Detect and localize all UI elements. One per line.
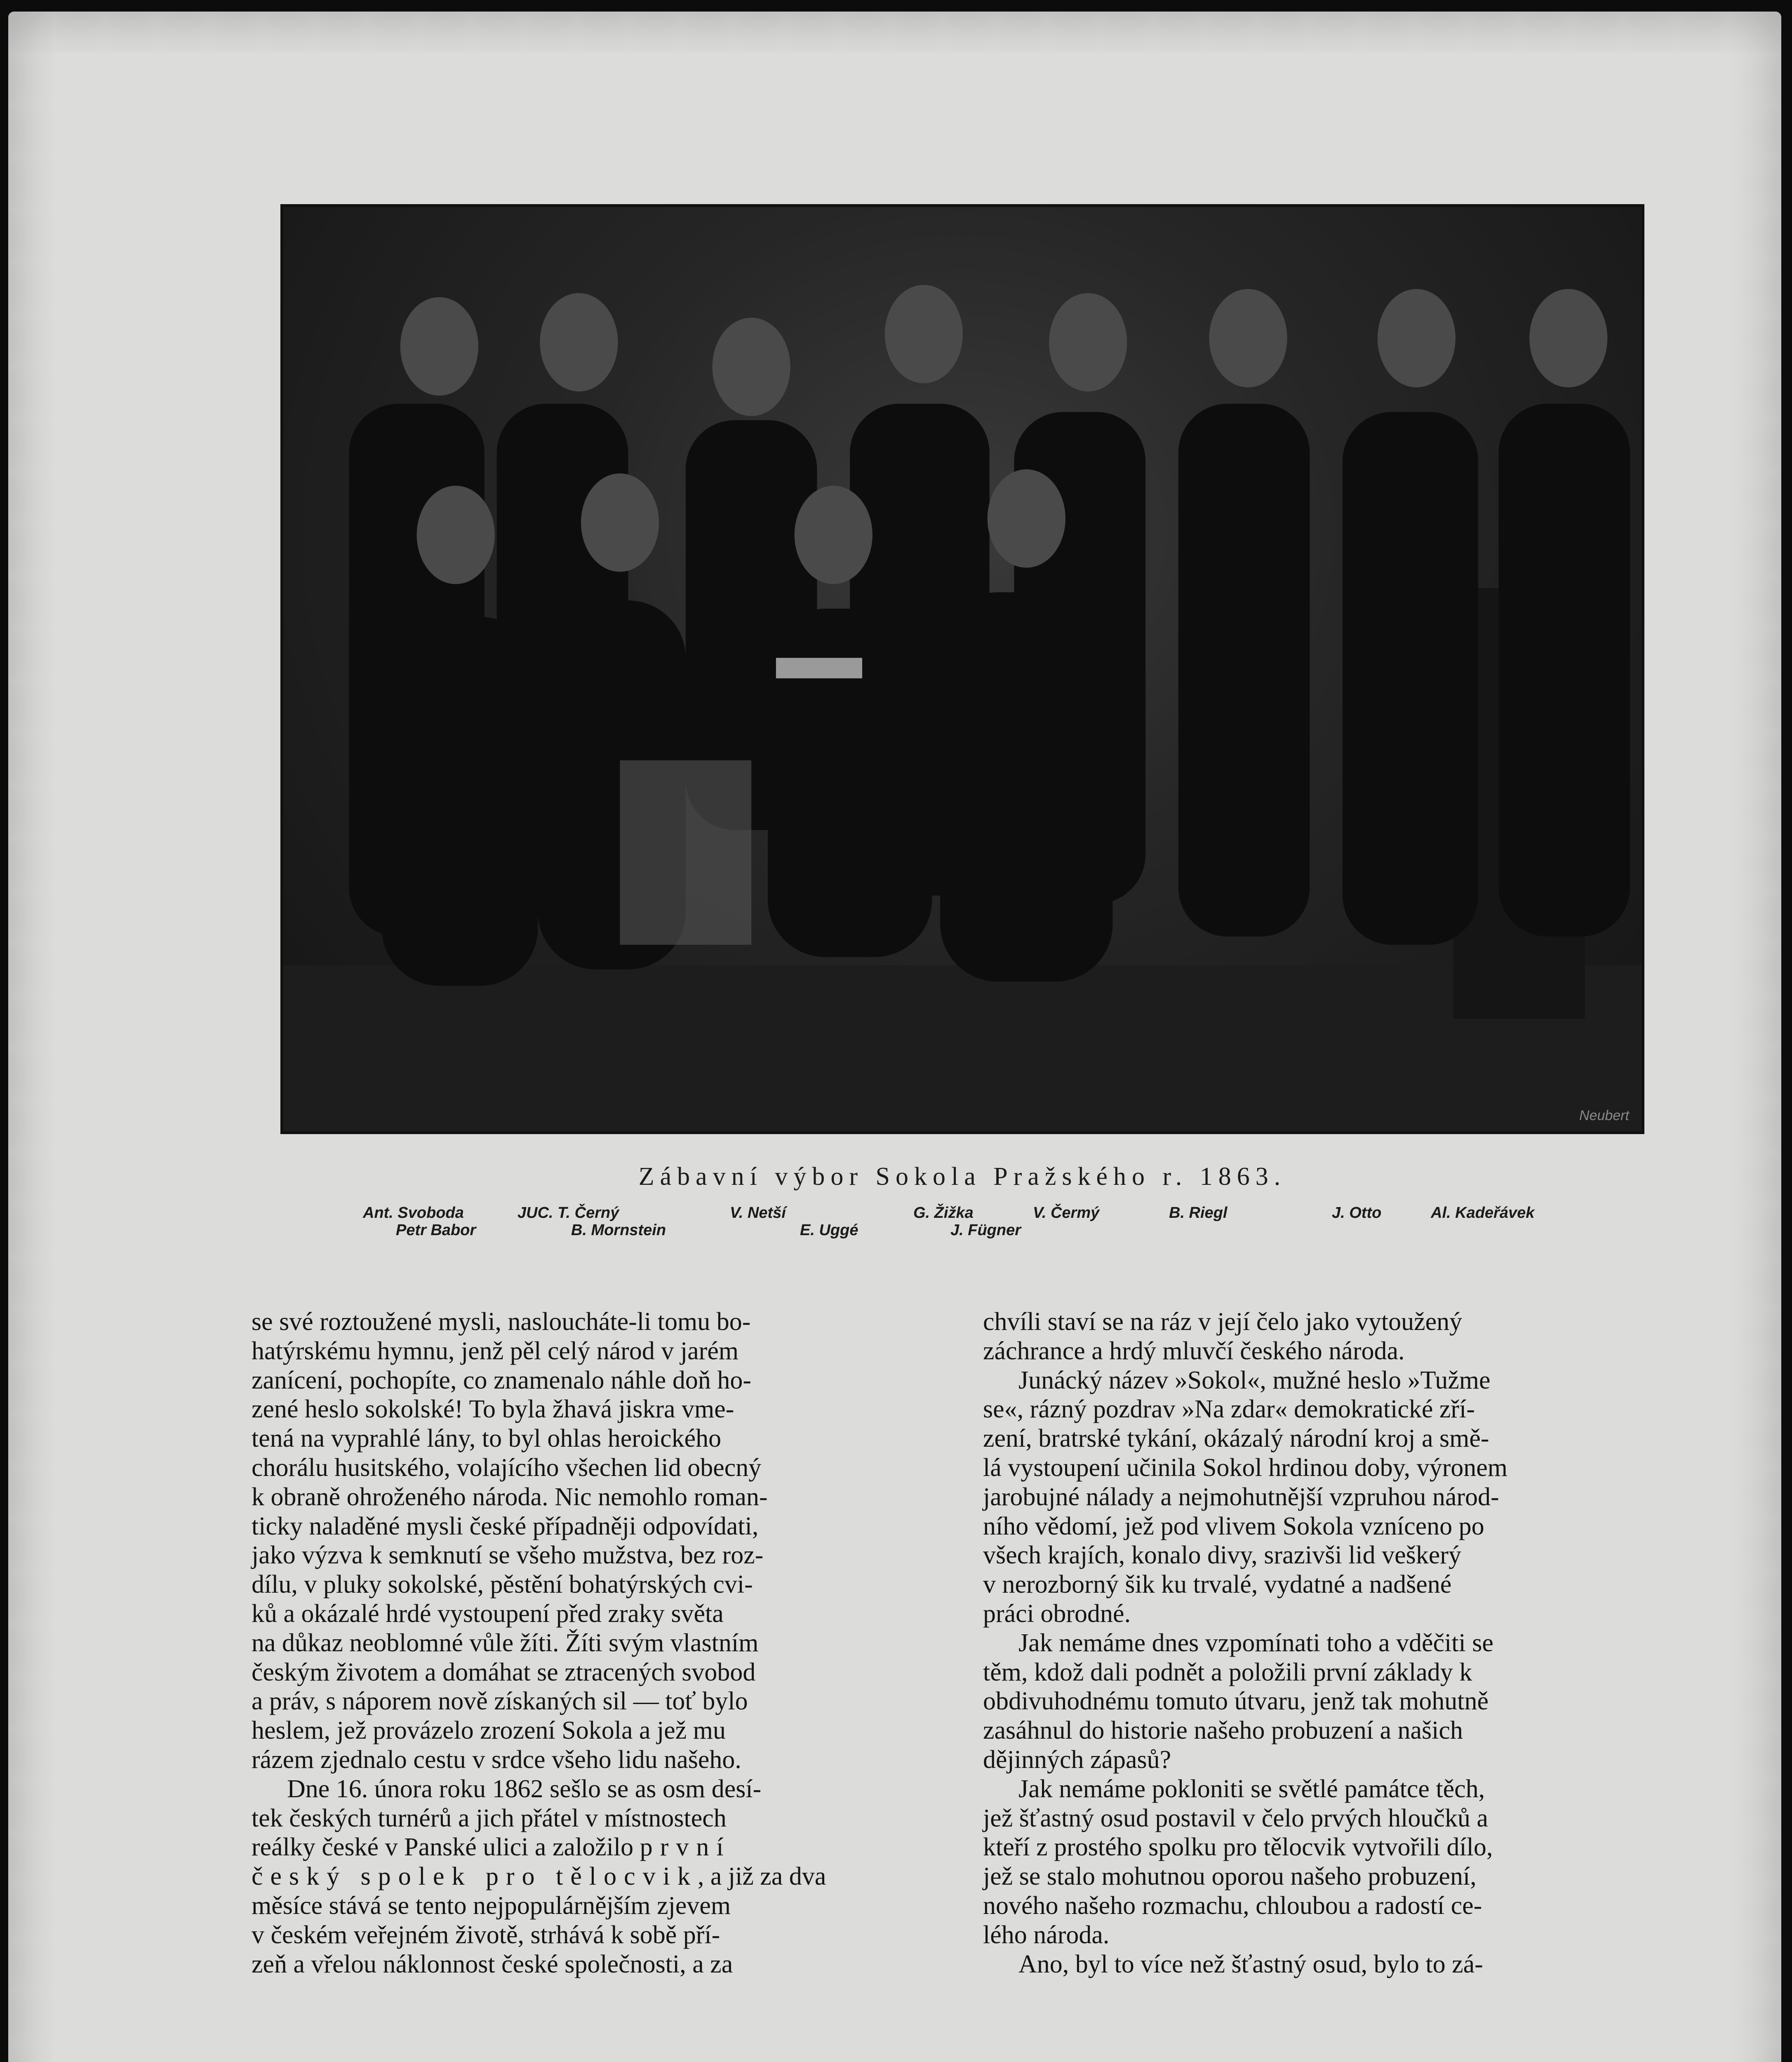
spaced-emphasis: český spolek pro tělocvik bbox=[252, 1862, 698, 1891]
text-line: Junácký název »Sokol«, mužné heslo »Tužme bbox=[1018, 1366, 1491, 1394]
text-line-with-emphasis bbox=[252, 1862, 952, 1891]
text-line: jarobujné nálady a nejmohutnější vzpruhou národ- bbox=[983, 1483, 1499, 1511]
text-line: jako výzva k semknutí se všeho mužstva, bez roz- bbox=[252, 1541, 764, 1570]
text-line: jež šťastný osud postavil v čelo prvých hloučků a bbox=[983, 1804, 1488, 1832]
text-line: lého národa. bbox=[983, 1921, 1110, 1949]
text-line: k obraně ohroženého národa. Nic nemohlo roman- bbox=[252, 1483, 768, 1511]
text-line: českým životem a domáhat se ztracených svobod bbox=[252, 1658, 756, 1686]
caption-name: JUC. T. Černý bbox=[517, 1204, 619, 1222]
text-line: chvíli staví se na ráz v její čelo jako vytoužený bbox=[983, 1308, 1463, 1336]
text-line: rázem zjednalo cestu v srdce všeho lidu našeho. bbox=[252, 1745, 741, 1774]
text-line: Jak nemáme dnes vzpomínati toho a vděčiti se bbox=[1018, 1629, 1493, 1657]
caption-name: V. Čermý bbox=[1033, 1204, 1100, 1222]
text-line: zení, bratrské tykání, okázalý národní kroj a smě- bbox=[983, 1424, 1489, 1453]
text-line: Dne 16. února roku 1862 sešlo se as osm desí- bbox=[287, 1775, 762, 1803]
text-line: záchrance a hrdý mluvčí českého národa. bbox=[983, 1337, 1405, 1365]
text-line: zasáhnul do historie našeho probuzení a našich bbox=[983, 1716, 1463, 1745]
caption-name: Ant. Svoboda bbox=[363, 1204, 464, 1222]
text-line: tená na vyprahlé lány, to byl ohlas heroického bbox=[252, 1424, 722, 1453]
photographer-mark: Neubert bbox=[1579, 1108, 1629, 1123]
caption-name: G. Žižka bbox=[913, 1204, 974, 1222]
text-line: se své roztoužené mysli, nasloucháte-li tomu bo- bbox=[252, 1308, 751, 1336]
text-line: ků a okázalé hrdé vystoupení před zraky světa bbox=[252, 1599, 724, 1628]
text-line: kteří z prostého spolku pro tělocvik vytvořili dílo, bbox=[983, 1833, 1493, 1862]
text-line: ního vědomí, jež pod vlivem Sokola vzníceno po bbox=[983, 1512, 1484, 1540]
caption-name: J. Fügner bbox=[950, 1222, 1021, 1239]
caption-name: Al. Kadeřávek bbox=[1431, 1204, 1535, 1222]
text-line: zené heslo sokolské! To byla žhavá jiskra vme- bbox=[252, 1395, 734, 1424]
text-line: Ano, byl to více než šťastný osud, bylo to zá- bbox=[1018, 1950, 1483, 1978]
text-line: zanícení, pochopíte, co znamenalo náhle doň ho- bbox=[252, 1366, 751, 1394]
caption-name: B. Mornstein bbox=[571, 1222, 666, 1239]
caption-name: Petr Babor bbox=[396, 1222, 476, 1239]
caption-name: V. Netší bbox=[730, 1204, 786, 1222]
text-line: měsíce stává se tento nejpopulárnějším zjevem bbox=[252, 1891, 731, 1920]
group-photograph bbox=[280, 204, 1644, 1134]
text-line: v nerozborný šik ku trvalé, vydatné a nadšené bbox=[983, 1570, 1452, 1599]
text-line: a práv, s náporem nově získaných sil — toť bylo bbox=[252, 1687, 748, 1716]
text-line: práci obrodné. bbox=[983, 1599, 1131, 1628]
text-line: heslem, jež provázelo zrození Sokola a jež mu bbox=[252, 1716, 726, 1745]
text-line: se«, rázný pozdrav »Na zdar« demokratické zří- bbox=[983, 1395, 1475, 1424]
text-line: nového našeho rozmachu, chloubou a radostí ce- bbox=[983, 1891, 1482, 1920]
text-line: všech krajích, konalo divy, srazivši lid veškerý bbox=[983, 1541, 1461, 1570]
caption-name: B. Riegl bbox=[1169, 1204, 1228, 1222]
text-segment: , a již za dva bbox=[697, 1862, 826, 1891]
text-line: obdivuhodnému tomuto útvaru, jenž tak mohutně bbox=[983, 1687, 1489, 1716]
text-line: v českém veřejném životě, strhává k sobě pří- bbox=[252, 1921, 720, 1949]
text-line: dějinných zápasů? bbox=[983, 1745, 1171, 1774]
caption-names bbox=[0, 1204, 1792, 1254]
text-line: zeň a vřelou náklonnost české společnosti, a za bbox=[252, 1950, 733, 1978]
text-line: chorálu husitského, volajícího všechen lid obecný bbox=[252, 1453, 762, 1482]
spaced-emphasis: první bbox=[640, 1833, 731, 1862]
left-column bbox=[252, 1307, 952, 1979]
text-line: tek českých turnérů a jich přátel v místnostech bbox=[252, 1804, 727, 1832]
text-line: lá vystoupení učinila Sokol hrdinou doby, výronem bbox=[983, 1453, 1507, 1482]
text-line: dílu, v pluky sokolské, pěstění bohatýrských cvi- bbox=[252, 1570, 753, 1599]
right-column bbox=[983, 1307, 1683, 1979]
text-line: jež se stalo mohutnou oporou našeho probuzení, bbox=[983, 1862, 1477, 1891]
photograph-figures bbox=[283, 207, 1641, 1131]
text-line: ticky naladěné mysli české případněji odpovídati, bbox=[252, 1512, 759, 1540]
photo-caption-title: Zábavní výbor Sokola Pražského r. 1863. bbox=[638, 1163, 1286, 1191]
text-line: hatýrskému hymnu, jenž pěl celý národ v jarém bbox=[252, 1337, 739, 1365]
caption-name: E. Uggé bbox=[800, 1222, 858, 1239]
text-line: těm, kdož dali podnět a položili první základy k bbox=[983, 1658, 1472, 1686]
caption-name: J. Otto bbox=[1332, 1204, 1382, 1222]
text-segment: reálky české v Panské ulici a založilo bbox=[252, 1833, 634, 1862]
text-line: na důkaz neoblomné vůle žíti. Žíti svým vlastním bbox=[252, 1629, 759, 1657]
text-line-with-emphasis bbox=[252, 1833, 952, 1862]
text-line: Jak nemáme pokloniti se světlé památce těch, bbox=[1018, 1775, 1485, 1803]
